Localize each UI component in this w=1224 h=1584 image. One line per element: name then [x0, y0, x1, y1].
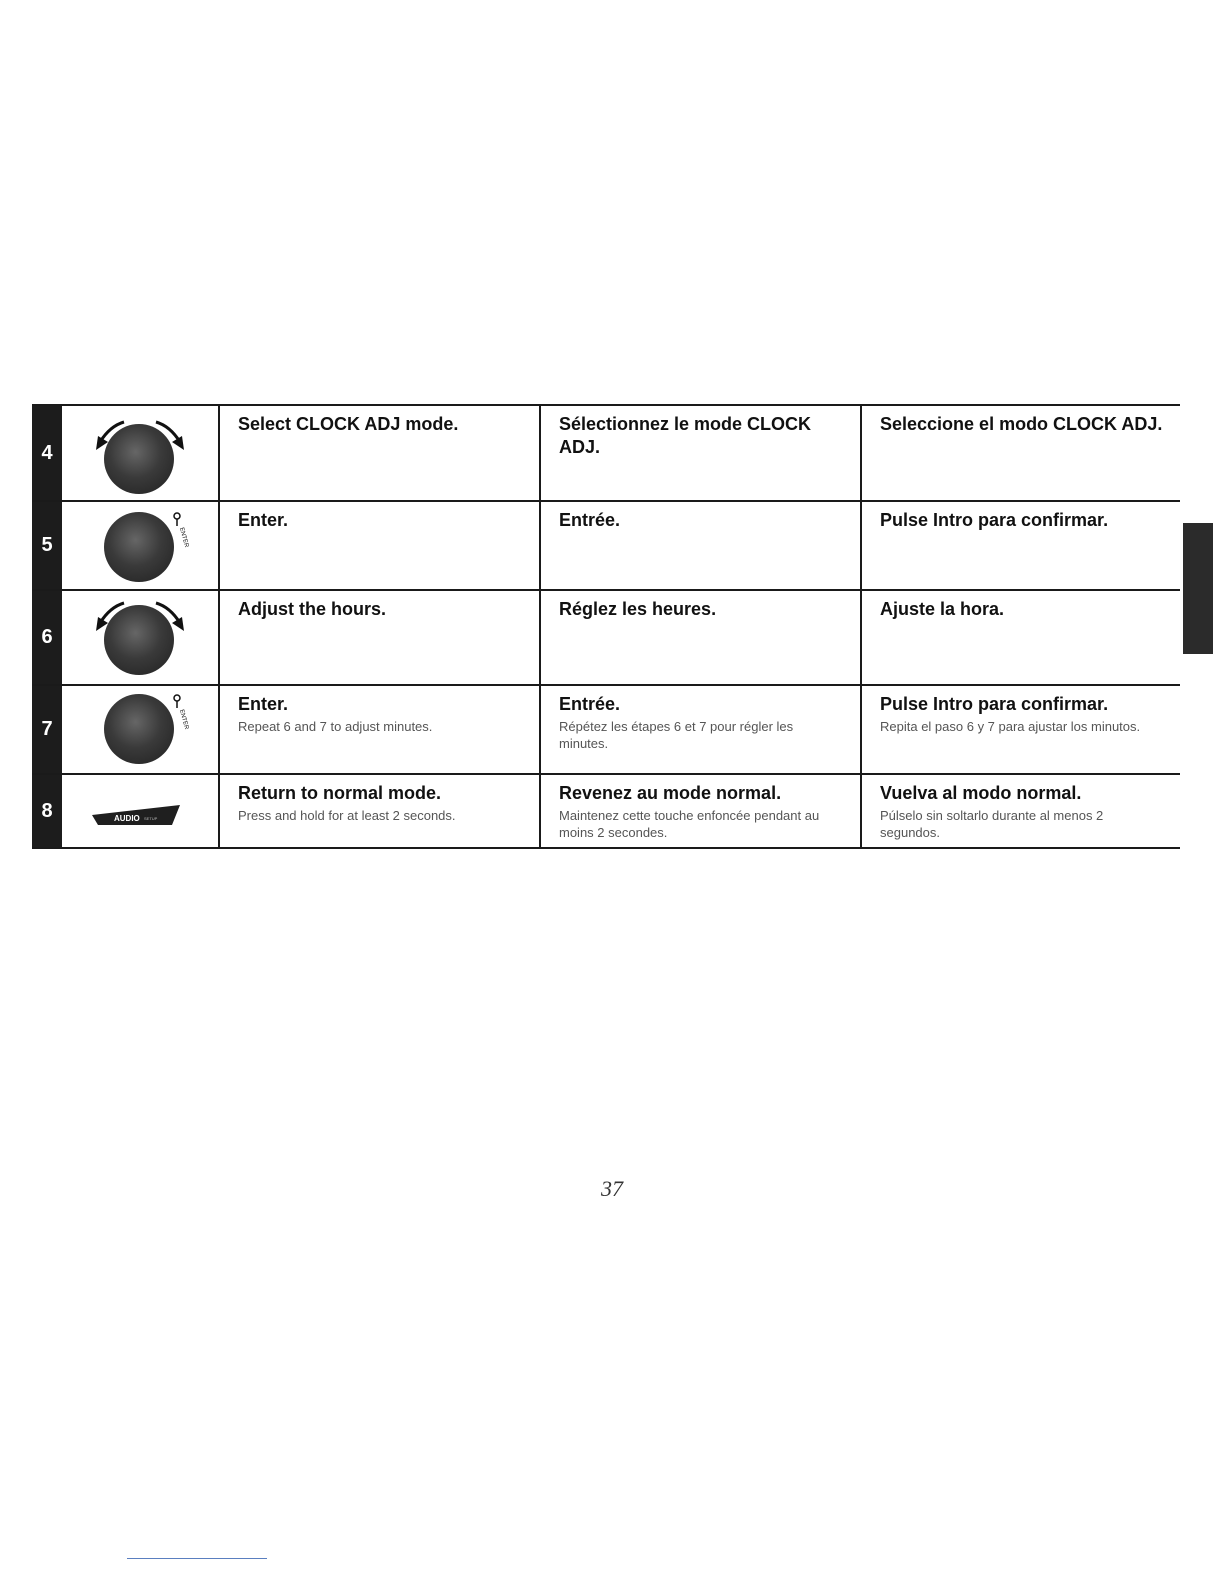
audio-label: AUDIO [114, 814, 140, 823]
step-row-4 [32, 404, 1180, 500]
audio-setup-button-icon [62, 775, 220, 847]
step-row-7 [32, 684, 1180, 773]
step-detail-fr: Répétez les étapes 6 et 7 pour régler les minutes. [559, 719, 794, 751]
step-row-8 [32, 773, 1180, 849]
cell-french [541, 591, 862, 684]
cell-spanish [862, 775, 1181, 847]
step-heading-es: Ajuste la hora. [880, 599, 1005, 619]
cell-spanish [862, 591, 1181, 684]
cell-english [220, 591, 541, 684]
step-heading-fr: Entrée. [559, 510, 621, 530]
step-heading-fr: Sélectionnez le mode CLOCK ADJ. [559, 414, 812, 457]
cell-english [220, 775, 541, 847]
step-number: 6 [32, 591, 62, 684]
step-detail-en: Press and hold for at least 2 seconds. [238, 808, 456, 823]
rotate-knob-icon [62, 406, 220, 500]
cell-english [220, 406, 541, 500]
step-heading-fr: Revenez au mode normal. [559, 783, 782, 803]
press-enter-knob-icon [62, 686, 220, 773]
step-heading-es: Seleccione el modo CLOCK ADJ. [880, 414, 1163, 434]
setup-label: SETUP [144, 816, 158, 821]
step-heading-es: Pulse Intro para confirmar. [880, 694, 1109, 714]
cell-french [541, 775, 862, 847]
step-detail-fr: Maintenez cette touche enfoncée pendant au moins 2 secondes. [559, 808, 820, 840]
cell-spanish [862, 406, 1181, 500]
step-row-6 [32, 589, 1180, 684]
step-number: 4 [32, 406, 62, 500]
page-number: 37 [601, 1176, 623, 1201]
step-heading-en: Enter. [238, 510, 289, 530]
cell-spanish [862, 502, 1181, 589]
press-enter-knob-icon [62, 502, 220, 589]
step-detail-en: Repeat 6 and 7 to adjust minutes. [238, 719, 433, 734]
rotate-knob-icon [62, 591, 220, 684]
section-tab-marker [1183, 523, 1213, 654]
enter-label: ENTER [178, 526, 190, 549]
step-row-5 [32, 500, 1180, 589]
cell-spanish [862, 686, 1181, 773]
cell-english [220, 686, 541, 773]
step-number: 8 [32, 775, 62, 847]
cell-french [541, 502, 862, 589]
step-heading-fr: Entrée. [559, 694, 621, 714]
cell-english [220, 502, 541, 589]
step-number: 7 [32, 686, 62, 773]
step-heading-en: Adjust the hours. [238, 599, 386, 619]
instruction-table [32, 404, 1180, 849]
cell-french [541, 686, 862, 773]
step-heading-fr: Réglez les heures. [559, 599, 717, 619]
cell-french [541, 406, 862, 500]
step-heading-en: Select CLOCK ADJ mode. [238, 414, 459, 434]
step-detail-es: Repita el paso 6 y 7 para ajustar los minutos. [880, 719, 1141, 734]
step-number: 5 [32, 502, 62, 589]
footer-rule [127, 1558, 267, 1559]
step-heading-es: Vuelva al modo normal. [880, 783, 1082, 803]
step-heading-en: Return to normal mode. [238, 783, 442, 803]
step-detail-es: Púlselo sin soltarlo durante al menos 2 segundos. [880, 808, 1104, 840]
step-heading-en: Enter. [238, 694, 289, 714]
step-heading-es: Pulse Intro para confirmar. [880, 510, 1109, 530]
enter-label: ENTER [178, 708, 190, 731]
